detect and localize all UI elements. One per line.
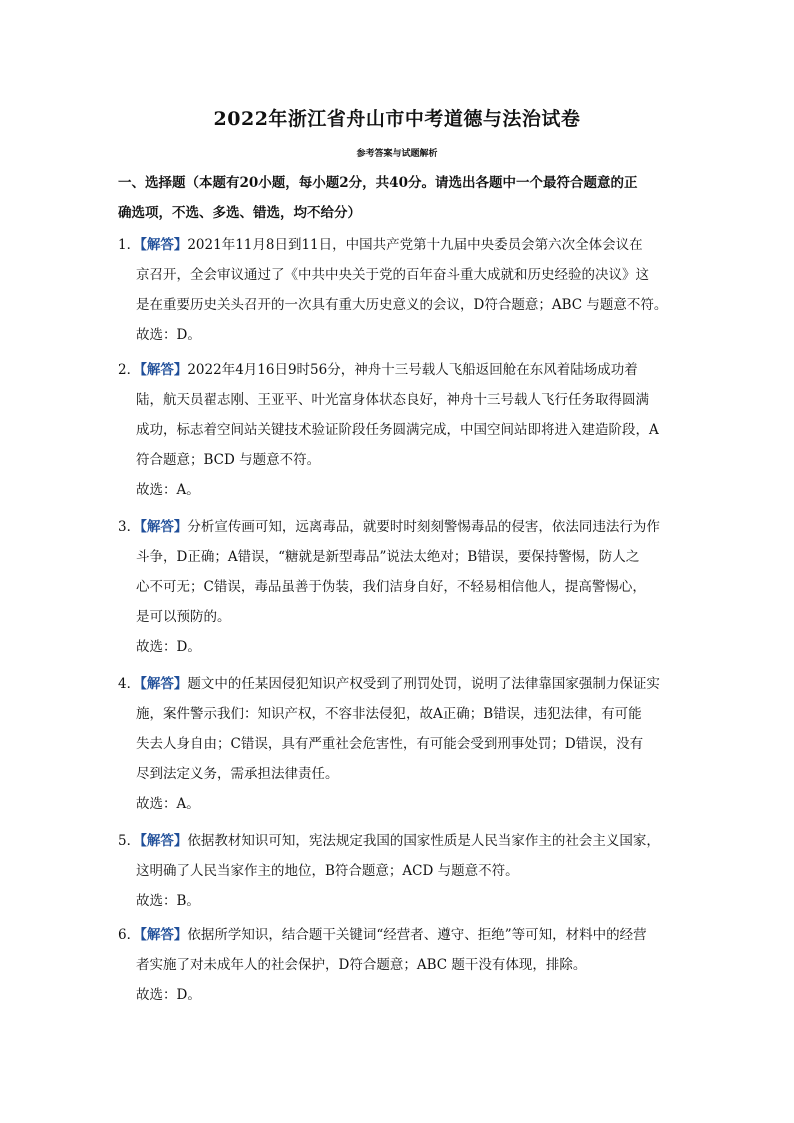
question-number: 4． <box>118 676 141 692</box>
question-line: 京召开，全会审议通过了《中共中央关于党的百年奋斗重大成就和历史经验的决议》这 <box>136 267 649 283</box>
question-text: 2021年11月8日到11日，中国共产党第十九届中央委员会第六次全体会议在 <box>187 237 643 253</box>
section-heading <box>118 168 688 228</box>
question-number: 2． <box>118 362 141 378</box>
question-text: 依据所学知识，结合题干关键词“经营者、遵守、拒绝”等可知，材料中的经营 <box>187 927 647 943</box>
question-number: 6． <box>118 927 141 943</box>
section-heading-line: 一、选择题（本题有20小题，每小题2分，共40分。请选出各题中一个最符合题意的正 <box>118 175 638 191</box>
question-line: 失去人身自由；C错误，具有严重社会危害性，有可能会受到刑事处罚；D错误，没有 <box>136 736 644 752</box>
question-2 <box>118 355 688 505</box>
question-5 <box>118 826 688 916</box>
question-line: 符合题意；BCD 与题意不符。 <box>136 452 321 468</box>
question-line: 者实施了对未成年人的社会保护，D符合题意；ABC 题干没有体现，排除。 <box>136 957 587 973</box>
answer-choice: 故选：B。 <box>136 893 200 909</box>
question-line <box>118 920 688 950</box>
question-number: 5． <box>118 833 141 849</box>
question-line: 斗争，D正确；A错误，“糖就是新型毒品”说法太绝对；B错误，要保持警惕，防人之 <box>136 549 640 565</box>
question-number: 1． <box>118 237 141 253</box>
question-line: 成功，标志着空间站关键技术验证阶段任务圆满完成，中国空间站即将进入建造阶段，A <box>136 422 659 438</box>
question-line: 施，案件警示我们：知识产权，不容非法侵犯，故A正确；B错误，违犯法律，有可能 <box>136 706 642 722</box>
answer-choice: 故选：D。 <box>136 639 201 655</box>
question-1 <box>118 230 688 350</box>
answer-tag: 【解答】 <box>140 833 188 849</box>
question-line <box>118 355 688 385</box>
answer-choice: 故选：A。 <box>136 796 200 812</box>
answer-choice: 故选：D。 <box>136 327 201 343</box>
question-line <box>118 669 688 699</box>
question-line: 尽到法定义务，需承担法律责任。 <box>136 766 339 782</box>
answer-tag: 【解答】 <box>140 927 188 943</box>
answer-tag: 【解答】 <box>140 519 188 535</box>
question-line: 是在重要历史关头召开的一次具有重大历史意义的会议，D符合题意；ABC 与题意不符。 <box>136 297 668 313</box>
answer-choice: 故选：A。 <box>136 482 200 498</box>
question-4 <box>118 669 688 819</box>
question-line: 心不可无；C错误，毒品虽善于伪装，我们洁身自好，不轻易相信他人，提高警惕心， <box>136 579 646 595</box>
question-text: 分析宣传画可知，远离毒品，就要时时刻刻警惕毒品的侵害，依法同违法行为作 <box>187 519 660 535</box>
section-heading-line: 确选项，不选、多选、错选，均不给分） <box>118 205 361 221</box>
question-text: 依据教材知识可知，宪法规定我国的国家性质是人民当家作主的社会主义国家， <box>187 833 660 849</box>
question-line <box>118 512 688 542</box>
question-line: 这明确了人民当家作主的地位，B符合题意；ACD 与题意不符。 <box>136 863 519 879</box>
question-text: 题文中的任某因侵犯知识产权受到了刑罚处罚，说明了法律靠国家强制力保证实 <box>187 676 660 692</box>
question-text: 2022年4月16日9时56分，神舟十三号载人飞船返回舱在东风着陆场成功着 <box>187 362 638 378</box>
question-line: 是可以预防的。 <box>136 609 231 625</box>
page-subtitle: 参考答案与试题解析 <box>356 149 438 159</box>
question-line: 陆，航天员翟志刚、王亚平、叶光富身体状态良好，神舟十三号载人飞行任务取得圆满 <box>136 392 649 408</box>
answer-choice: 故选：D。 <box>136 987 201 1003</box>
question-3 <box>118 512 688 662</box>
page-title: 2022年浙江省舟山市中考道德与法治试卷 <box>213 108 581 130</box>
answer-tag: 【解答】 <box>140 676 188 692</box>
question-line <box>118 826 688 856</box>
question-number: 3． <box>118 519 141 535</box>
question-line <box>118 230 688 260</box>
answer-tag: 【解答】 <box>140 237 188 253</box>
answer-tag: 【解答】 <box>140 362 188 378</box>
question-6 <box>118 920 688 1010</box>
